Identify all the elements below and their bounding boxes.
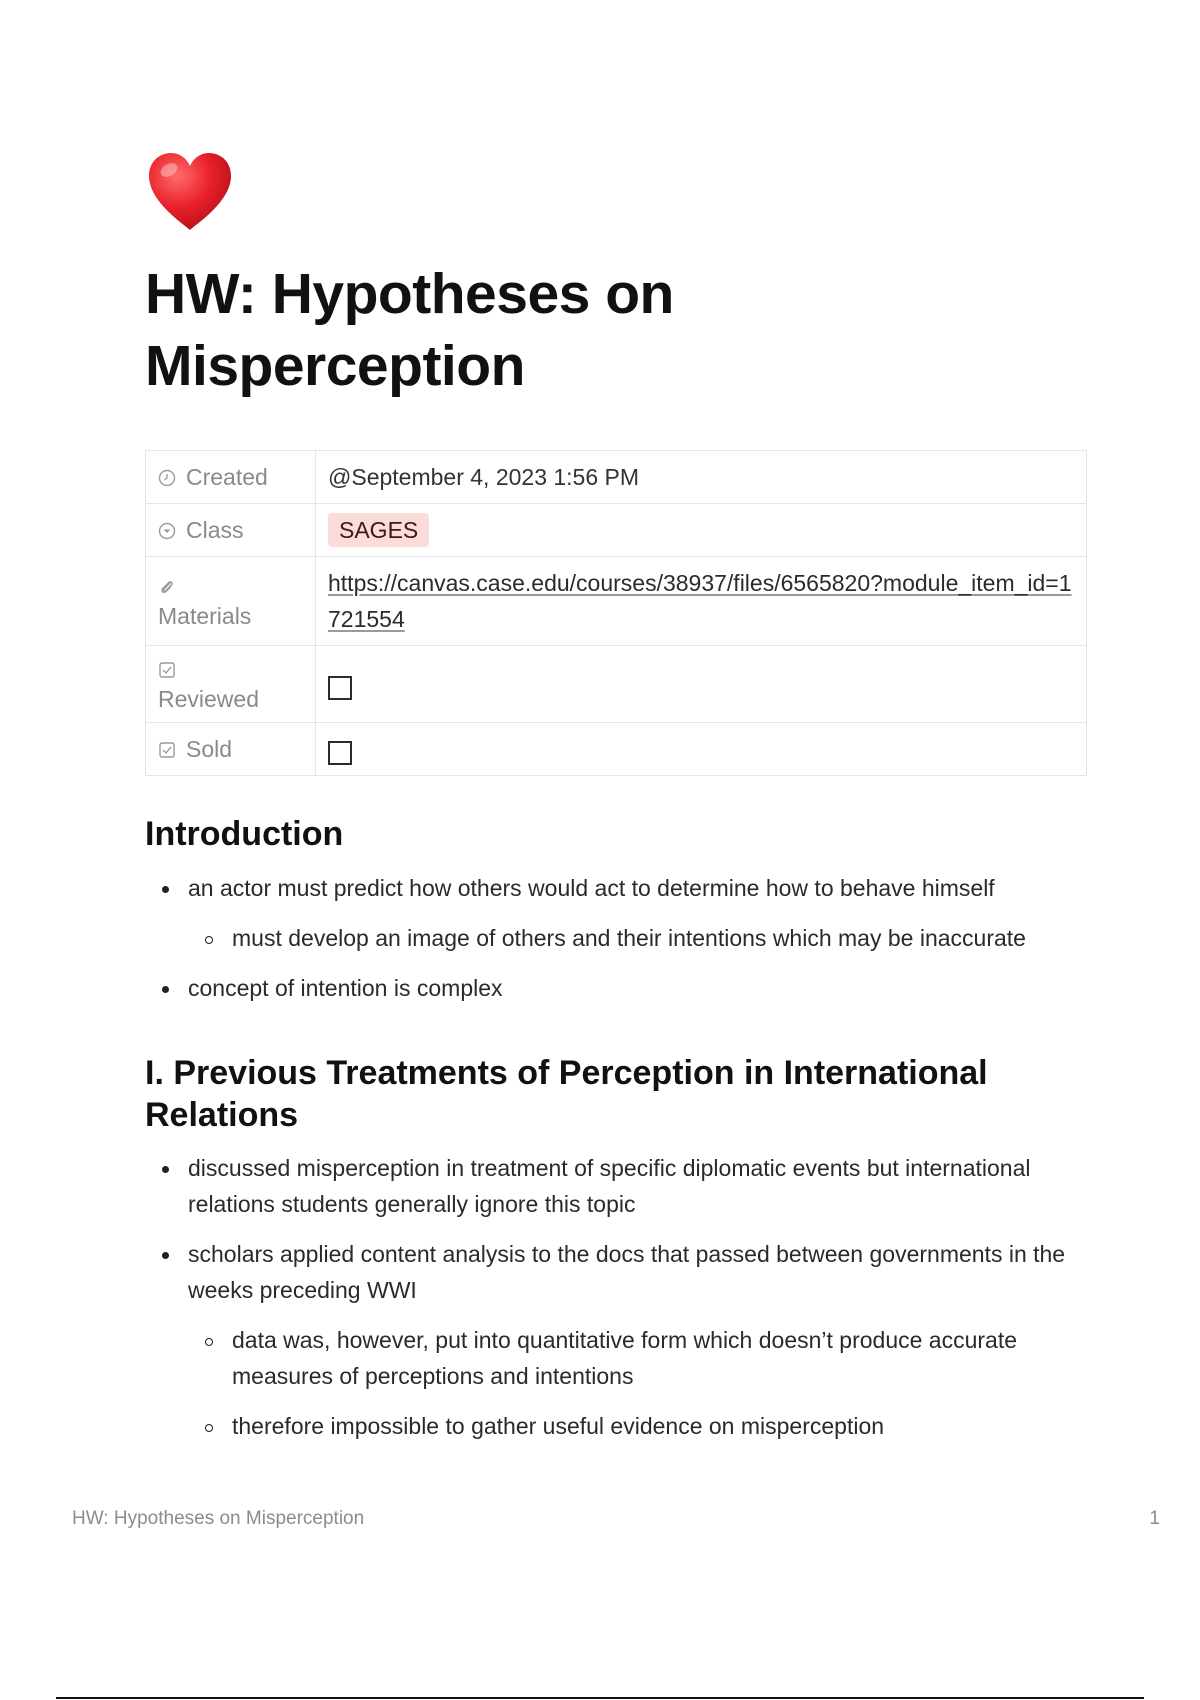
introduction-heading: Introduction — [145, 815, 344, 853]
property-label: Sold — [186, 736, 233, 762]
list-item: concept of intention is complex — [145, 970, 1087, 1006]
materials-link[interactable]: https://canvas.case.edu/courses/38937/files/6565820?module_item_id=1721554 — [328, 570, 1072, 632]
property-name-class — [146, 504, 316, 557]
previous-treatments-list — [145, 1150, 1087, 1444]
list-item: discussed misperception in treatment of specific diplomatic events but international relations students generally ignore this topic — [145, 1150, 1087, 1222]
property-label: Class — [186, 517, 244, 543]
property-name-materials — [146, 557, 316, 646]
property-name-reviewed — [146, 646, 316, 723]
property-name-sold — [146, 723, 316, 776]
class-value[interactable] — [316, 504, 1087, 557]
page-footer — [72, 1508, 1160, 1530]
materials-value — [316, 557, 1087, 646]
property-row-created — [146, 451, 1087, 504]
clock-icon — [158, 469, 176, 487]
page-number: 1 — [1149, 1508, 1160, 1529]
created-value[interactable]: @September 4, 2023 1:56 PM — [316, 451, 1087, 504]
list-item: scholars applied content analysis to the docs that passed between governments in the weeks preceding WWI — [145, 1236, 1087, 1308]
property-name-created — [146, 451, 316, 504]
page-divider — [56, 1697, 1144, 1699]
list-item: data was, however, put into quantitative form which doesn’t produce accurate measures of perceptions and intentions — [145, 1322, 1087, 1394]
select-icon — [158, 522, 176, 540]
property-row-class — [146, 504, 1087, 557]
page-content — [145, 150, 1087, 1444]
list-item: must develop an image of others and their intentions which may be inaccurate — [145, 920, 1087, 956]
reviewed-checkbox[interactable] — [328, 676, 352, 700]
introduction-list — [145, 870, 1087, 1006]
property-row-reviewed — [146, 646, 1087, 723]
paperclip-icon — [158, 578, 176, 596]
sold-value — [316, 723, 1087, 776]
reviewed-value — [316, 646, 1087, 723]
class-tag[interactable]: SAGES — [328, 513, 429, 547]
list-item: therefore impossible to gather useful evidence on misperception — [145, 1408, 1087, 1444]
footer-title: HW: Hypotheses on Misperception — [72, 1508, 365, 1529]
heart-icon[interactable] — [145, 150, 235, 234]
sold-checkbox[interactable] — [328, 741, 352, 765]
property-label: Materials — [158, 603, 252, 629]
previous-treatments-heading: I. Previous Treatments of Perception in International Relations — [145, 1054, 988, 1134]
properties-table — [145, 450, 1087, 776]
property-label: Reviewed — [158, 686, 259, 712]
list-item: an actor must predict how others would act to determine how to behave himself — [145, 870, 1087, 906]
page-title: HW: Hypotheses on Misperception — [145, 262, 674, 398]
property-label: Created — [186, 464, 268, 490]
property-row-materials — [146, 557, 1087, 646]
checkbox-icon — [158, 661, 176, 679]
checkbox-icon — [158, 741, 176, 759]
property-row-sold — [146, 723, 1087, 776]
